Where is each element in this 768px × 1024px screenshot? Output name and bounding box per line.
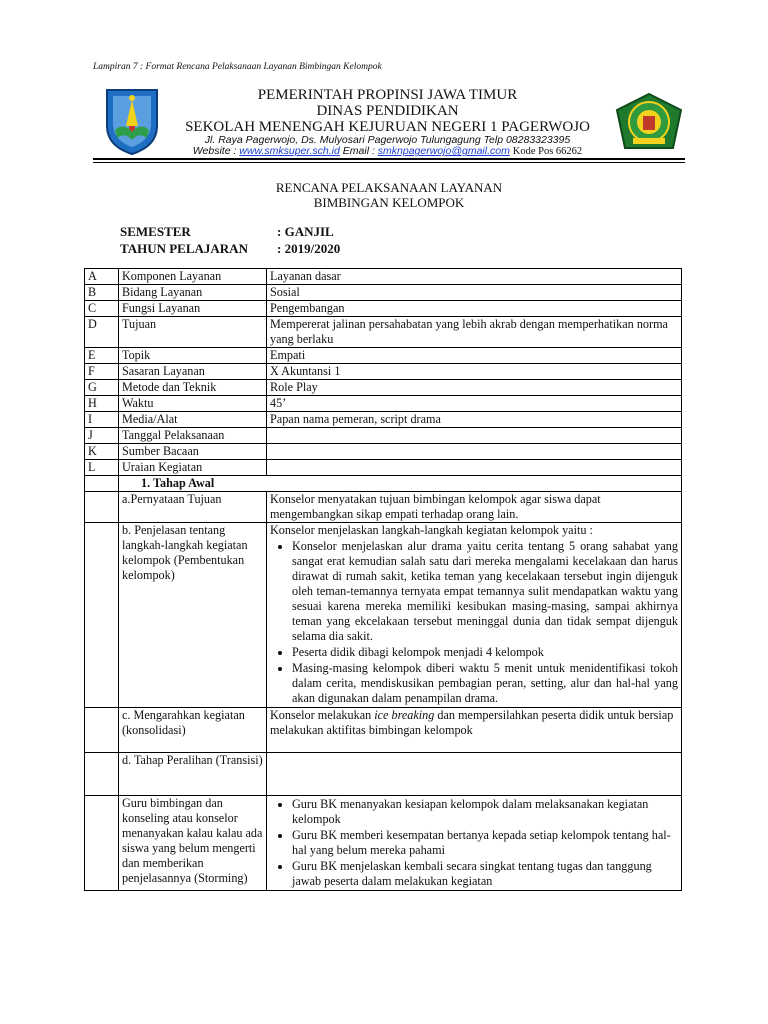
step-e-value: [267, 796, 682, 891]
row-value: Layanan dasar: [267, 269, 682, 285]
letterhead-rule-thick: [93, 158, 685, 160]
tahap-awal-heading: 1. Tahap Awal: [119, 476, 682, 492]
step-b-bullet: • Konselor menjelaskan alur drama yaitu cerita tentang 5 orang sahabat yang sangat erat kemudian salah satu dari mereka mengalami kecelakaan dan harus dirawat di rumah sakit, ketika teman yang kecelakaan tersebut ingin dijenguk oleh teman-temannya ternyata empat temannya sulit mendapatkan waktu yang sesuai karena mereka memiliki kesibukan masing-masing, sampai akhirnya teman yang ekcelakaan tersebut meninggal dunia dan tidak sempat dijenguk selama dia sakit.: [292, 539, 678, 644]
step-e-bullet: • Guru BK memberi kesempatan bertanya kepada setiap kelompok tentang hal-hal yang belum mereka pahami: [292, 828, 678, 858]
row-label: Bidang Layanan: [119, 285, 267, 301]
row-value: Sosial: [267, 285, 682, 301]
letterhead: [160, 88, 615, 157]
step-b-bullet: • Peserta didik dibagi kelompok menjadi 4 kelompok: [292, 645, 678, 660]
row-label: Metode dan Teknik: [119, 380, 267, 396]
step-c-label: c. Mengarahkan kegiatan (konsolidasi): [119, 708, 267, 753]
row-letter: H: [85, 396, 119, 412]
row-label: Tujuan: [119, 317, 267, 348]
document-title: [93, 180, 685, 210]
plan-row: [85, 396, 682, 412]
row-label: Sasaran Layanan: [119, 364, 267, 380]
row-label: Fungsi Layanan: [119, 301, 267, 317]
email-label: Email :: [342, 145, 375, 158]
row-label: Topik: [119, 348, 267, 364]
row-value: X Akuntansi 1: [267, 364, 682, 380]
step-e-bullet: • Guru BK menanyakan kesiapan kelompok dalam melaksanakan kegiatan kelompok: [292, 797, 678, 827]
row-value: Role Play: [267, 380, 682, 396]
step-c-text-post: dan mempersilahkan peserta didik untuk bersiap melakukan aktifitas bimbingan kelompok: [270, 708, 674, 737]
semester-value: : GANJIL: [277, 224, 334, 239]
letterhead-contacts: [160, 146, 615, 157]
row-letter: I: [85, 412, 119, 428]
row-label: Tanggal Pelaksanaan: [119, 428, 267, 444]
row-letter: C: [85, 301, 119, 317]
row-letter: D: [85, 317, 119, 348]
step-a-row: [85, 492, 682, 523]
title-line-2: BIMBINGAN KELOMPOK: [313, 195, 465, 210]
step-b-label: b. Penjelasan tentang langkah-langkah kegiatan kelompok (Pembentukan kelompok): [119, 523, 267, 708]
step-e-row: [85, 796, 682, 891]
service-plan-table: [84, 268, 682, 891]
row-letter: A: [85, 269, 119, 285]
step-b-row: [85, 523, 682, 708]
step-b-bullet: • Masing-masing kelompok diberi waktu 5 menit untuk menidentifikasi tokoh dalam cerita, mendiskusikan pembagian peran, setting, alur dan hal-hal yang akan digunakan dalam penampilan drama.: [292, 661, 678, 706]
step-b-intro: Konselor menjelaskan langkah-langkah kegiatan kelompok yaitu :: [270, 523, 593, 537]
plan-row: [85, 412, 682, 428]
step-c-value: [267, 708, 682, 753]
letterhead-school-name: SEKOLAH MENENGAH KEJURUAN NEGERI 1 PAGERWOJO: [185, 118, 590, 135]
plan-row: [85, 317, 682, 348]
semester-row: [120, 224, 334, 240]
plan-row: [85, 460, 682, 476]
step-d-value: [267, 753, 682, 796]
row-letter: G: [85, 380, 119, 396]
row-letter: E: [85, 348, 119, 364]
row-value: Papan nama pemeran, script drama: [267, 412, 682, 428]
title-line-1: RENCANA PELAKSANAAN LAYANAN: [275, 180, 503, 195]
semester-label: SEMESTER: [120, 224, 191, 239]
plan-row: [85, 380, 682, 396]
letterhead-government: PEMERINTAH PROPINSI JAWA TIMUR: [257, 87, 518, 103]
step-d-row: [85, 753, 682, 796]
academic-year-value: : 2019/2020: [277, 241, 341, 256]
postal-code: Kode Pos 66262: [512, 146, 583, 158]
row-letter: B: [85, 285, 119, 301]
row-label: Sumber Bacaan: [119, 444, 267, 460]
east-java-crest-logo: [103, 86, 161, 156]
plan-row: [85, 428, 682, 444]
step-a-value: Konselor menyatakan tujuan bimbingan kelompok agar siswa dapat mengembangkan sikap empati terhadap orang lain.: [267, 492, 682, 523]
plan-row: [85, 301, 682, 317]
row-letter: K: [85, 444, 119, 460]
plan-row: [85, 364, 682, 380]
row-letter: F: [85, 364, 119, 380]
row-value: [267, 428, 682, 444]
row-letter: L: [85, 460, 119, 476]
plan-row: [85, 444, 682, 460]
website-link[interactable]: www.smksuper.sch.id: [239, 145, 340, 158]
attachment-caption: Lampiran 7 : Format Rencana Pelaksanaan Layanan Bimbingan Kelompok: [93, 62, 382, 72]
row-label: Media/Alat: [119, 412, 267, 428]
row-value: Empati: [267, 348, 682, 364]
row-value: [267, 460, 682, 476]
tahap-awal-row: [85, 476, 682, 492]
plan-row: [85, 269, 682, 285]
letterhead-agency: DINAS PENDIDIKAN: [316, 102, 459, 119]
step-c-row: [85, 708, 682, 753]
step-e-label: Guru bimbingan dan konseling atau konselor menanyakan kalau kalau ada siswa yang belum mengerti dan memberikan penjelasannya (Storming): [119, 796, 267, 891]
step-d-label: d. Tahap Peralihan (Transisi): [119, 753, 267, 796]
academic-year-row: [120, 241, 341, 257]
row-value: Mempererat jalinan persahabatan yang lebih akrab dengan memperhatikan norma yang berlaku: [267, 317, 682, 348]
academic-year-label: TAHUN PELAJARAN: [120, 241, 248, 256]
step-b-value: [267, 523, 682, 708]
step-e-list: [270, 797, 678, 889]
email-link[interactable]: smknpagerwojo@gmail.com: [377, 145, 510, 158]
row-label: Komponen Layanan: [119, 269, 267, 285]
row-value: Pengembangan: [267, 301, 682, 317]
school-logo: [615, 92, 683, 152]
step-e-bullet: • Guru BK menjelaskan kembali secara singkat tentang tugas dan tanggung jawab peserta dalam melakukan kegiatan: [292, 859, 678, 889]
letterhead-address: Jl. Raya Pagerwojo, Ds. Mulyosari Pagerwojo Tulungagung Telp 08283323395: [204, 134, 571, 147]
step-b-list: [270, 539, 678, 706]
row-value: 45’: [267, 396, 682, 412]
row-label: Uraian Kegiatan: [119, 460, 267, 476]
step-c-text-pre: Konselor melakukan: [270, 708, 375, 722]
letterhead-rule-thin: [93, 162, 685, 163]
row-label: Waktu: [119, 396, 267, 412]
plan-row: [85, 348, 682, 364]
website-label: Website :: [192, 145, 237, 158]
step-c-text-emphasis: ice breaking: [374, 708, 435, 722]
step-a-label: a.Pernyataan Tujuan: [119, 492, 267, 523]
row-letter: J: [85, 428, 119, 444]
row-value: [267, 444, 682, 460]
plan-row: [85, 285, 682, 301]
